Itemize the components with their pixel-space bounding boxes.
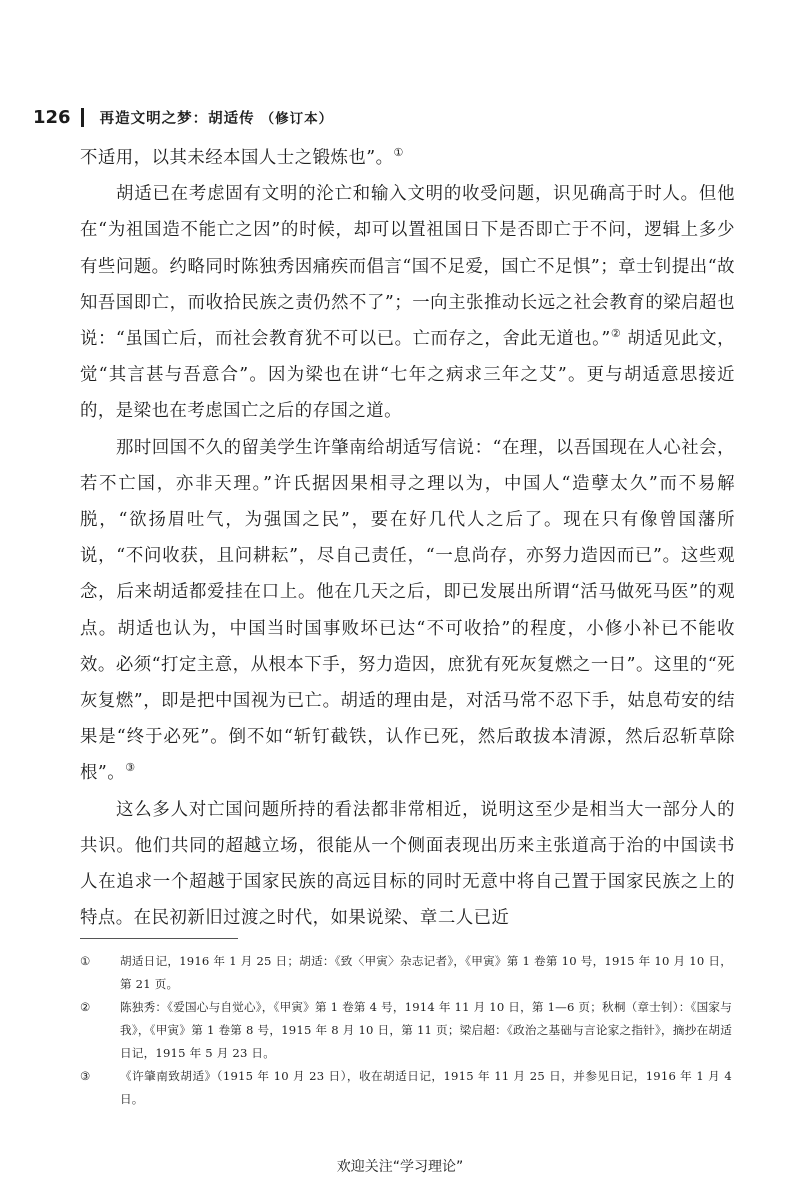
paragraph-3 — [80, 430, 735, 792]
footnote-divider — [80, 938, 238, 939]
paragraph-2 — [80, 176, 735, 429]
footnote-ref-3[interactable]: ③ — [125, 761, 136, 775]
paragraph-text: 那时回国不久的留美学生许肇南给胡适写信说：“在理，以吾国现在人心社会，若不亡国，亦非天理。”许氏据因果相寻之理以为，中国人“造孽太久”而不易解脱，“欲扬眉吐气，为强国之民”，要在好几代人之后了。现在只有像曾国藩所说，“不问收获，且问耕耘”，尽自己责任，“一息尚存，亦努力造因而已”。这些观念，后来胡适都爱挂在口上。他在几天之后，即已发展出所谓“活马做死马医”的观点。胡适也认为，中国当时国事败坏已达“不可收拾”的程度，小修小补已不能收效。必须“打定主意，从根本下手，努力造因，庶犹有死灰复燃之一日”。这里的“死灰复燃”，即是把中国视为已亡。胡适的理由是，对活马常不忍下手，姑息苟安的结果是“终于必死”。倒不如“斩钉截铁，认作已死，然后敢拔本清源，然后忍斩草除根”。 — [80, 437, 735, 784]
footnote-1 — [80, 950, 732, 996]
paragraph-4 — [80, 792, 735, 937]
book-subtitle: （修订本） — [260, 111, 334, 127]
footnote-mark: ② — [80, 1000, 91, 1014]
footnote-3 — [80, 1065, 732, 1111]
header-divider — [81, 108, 84, 127]
footnotes — [80, 950, 732, 1111]
footnote-text: 陈独秀：《爱国心与自觉心》，《甲寅》第 1 卷第 4 号，1914 年 11 月 10 日，第 1—6 页；秋桐（章士钊）：《国家与我》，《甲寅》第 1 卷第 8 号，1915 年 8 月 10 日，第 11 页；梁启超：《政治之基础与言论家之指针》，摘抄在胡适日记，1915 年 5 月 23 日。 — [120, 1000, 732, 1060]
page-footer: 欢迎关注“学习理论” — [336, 1159, 464, 1175]
main-text — [80, 140, 735, 936]
paragraph-text: 这么多人对亡国问题所持的看法都非常相近，说明这至少是相当大一部分人的共识。他们共同的超越立场，很能从一个侧面表现出历来主张道高于治的中国读书人在追求一个超越于国家民族的高远目标的同时无意中将自己置于国家民族之上的特点。在民初新旧过渡之时代，如果说梁、章二人已近 — [80, 799, 735, 929]
paragraph-text: 胡适已在考虑固有文明的沦亡和输入文明的收受问题，识见确高于时人。但他在“为祖国造不能亡之因”的时候，却可以置祖国日下是否即亡于不问，逻辑上多少有些问题。约略同时陈独秀因痛疾而倡言“国不足爱，国亡不足惧”；章士钊提出“故知吾国即亡，而收拾民族之责仍然不了”；一向主张推动长远之社会教育的梁启超也说：“虽国亡后，而社会教育犹不可以已。亡而存之，舍此无道也。” — [80, 184, 735, 350]
footnote-text: 《许肇南致胡适》（1915 年 10 月 23 日），收在胡适日记，1915 年 11 月 25 日，并参见日记，1916 年 1 月 4 日。 — [120, 1069, 732, 1106]
paragraph-text: 不适用，以其未经本国人士之锻炼也”。 — [80, 148, 394, 168]
footnote-ref-2[interactable]: ② — [610, 327, 622, 341]
book-title: 再造文明之梦：胡适传 — [99, 110, 255, 127]
footnote-ref-1[interactable]: ① — [393, 146, 404, 160]
paragraph-1 — [80, 140, 735, 176]
paragraph-text-continued: 胡适见此文，觉“其言甚与吾意合”。因为梁也在讲“七年之病求三年之艾”。更与胡适意思接近的，是梁也在考虑国亡之后的存国之道。 — [80, 329, 735, 422]
footnote-mark: ③ — [80, 1069, 91, 1083]
page-number: 126 — [33, 106, 71, 128]
footnote-text: 胡适日记，1916 年 1 月 25 日；胡适：《致〈甲寅〉杂志记者》，《甲寅》第 1 卷第 10 号，1915 年 10 月 10 日，第 21 页。 — [120, 954, 732, 991]
footnote-2 — [80, 996, 732, 1065]
footnote-mark: ① — [80, 954, 91, 968]
running-header — [33, 104, 333, 130]
